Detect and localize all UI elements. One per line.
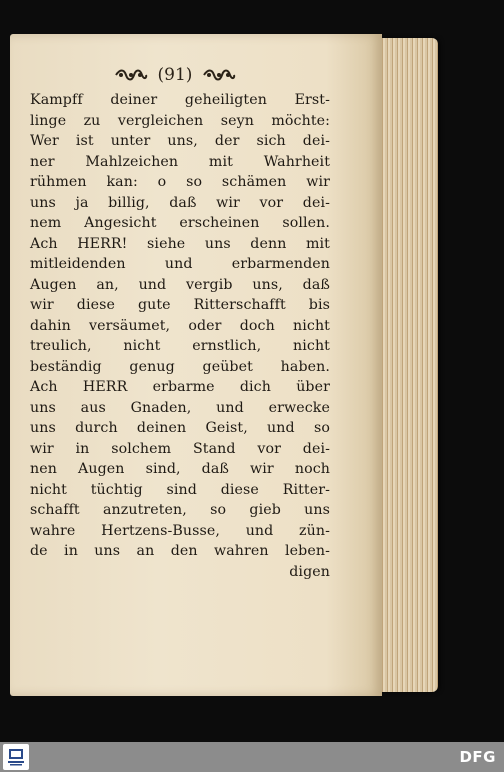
text-line: ner Mahlzeichen mit Wahrheit — [30, 153, 330, 170]
text-line: Wer ist unter uns, der sich dei- — [30, 133, 330, 149]
page-number: (91) — [157, 65, 193, 85]
footer-bar — [0, 742, 504, 772]
text-line: nicht tüchtig sind diese Ritter- — [30, 481, 330, 498]
text-line: beständig genug geübet haben. — [30, 358, 330, 375]
text-line: de in uns an den wahren leben- — [30, 543, 330, 559]
text-line: uns ja billig, daß wir vor dei- — [30, 194, 330, 211]
text-line: Kampff deiner geheiligten Erst- — [30, 92, 330, 108]
text-line: rühmen kan: o so schämen wir — [30, 174, 330, 190]
dfg-logo[interactable]: DFG — [459, 748, 496, 766]
text-line: nem Angesicht erscheinen sollen. — [30, 215, 330, 231]
text-line: Augen an, und vergib uns, daß — [30, 276, 330, 293]
book-scan — [10, 34, 430, 696]
book-page — [10, 34, 382, 696]
text-line: linge zu vergleichen seyn möchte: — [30, 112, 330, 129]
text-line: wahre Hertzens-Busse, und zün- — [30, 522, 330, 539]
text-line: schafft anzutreten, so gieb uns — [30, 502, 330, 518]
ornament-left-icon — [114, 68, 148, 82]
text-line: mitleidenden und erbarmenden — [30, 256, 330, 272]
text-line: uns aus Gnaden, und erwecke — [30, 399, 330, 416]
text-line: dahin versäumet, oder doch nicht — [30, 317, 330, 334]
text-line: Ach HERR erbarme dich über — [30, 379, 330, 395]
text-line: treulich, nicht ernstlich, nicht — [30, 338, 330, 354]
page-edges — [380, 38, 438, 692]
library-logo-icon[interactable] — [3, 744, 29, 770]
ornament-right-icon — [202, 68, 236, 82]
page-header — [100, 64, 250, 86]
text-line: uns durch deinen Geist, und so — [30, 420, 330, 436]
page-text — [30, 90, 330, 582]
text-line: wir diese gute Ritterschafft bis — [30, 297, 330, 313]
text-line: Ach HERR! siehe uns denn mit — [30, 235, 330, 252]
text-line: wir in solchem Stand vor dei- — [30, 440, 330, 457]
catchword: digen — [289, 563, 330, 580]
text-line: nen Augen sind, daß wir noch — [30, 461, 330, 477]
